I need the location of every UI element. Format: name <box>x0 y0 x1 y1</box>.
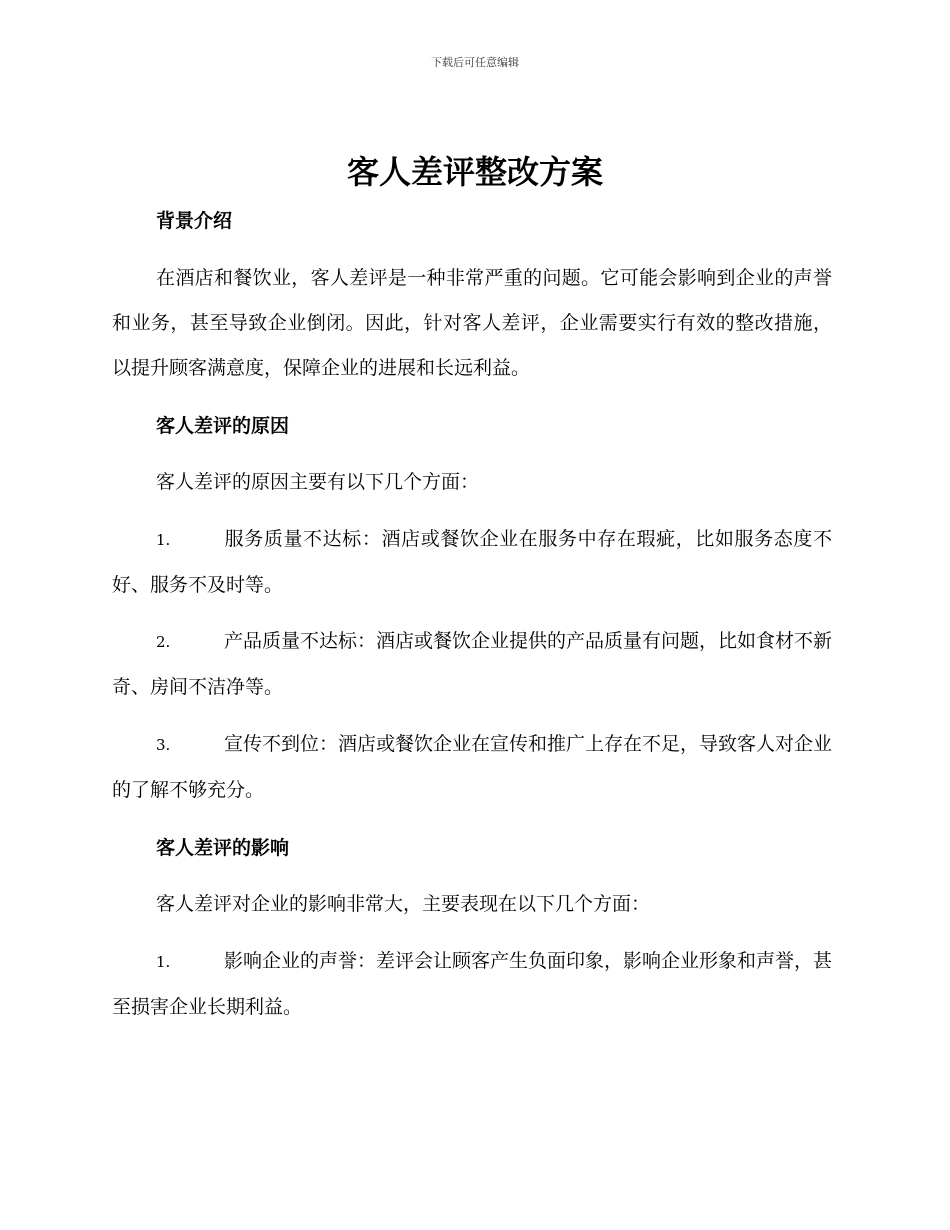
list-item-text: 服务质量不达标：酒店或餐饮企业在服务中存在瑕疵，比如服务态度不好、服务不及时等。 <box>112 528 832 596</box>
list-item-text: 影响企业的声誉：差评会让顾客产生负面印象，影响企业形象和声誉，甚至损害企业长期利益。 <box>112 950 833 1018</box>
causes-list-item-3 <box>112 722 832 813</box>
causes-list-item-1 <box>112 517 832 608</box>
page-header-note: 下载后可任意编辑 <box>431 56 519 69</box>
background-paragraph: 在酒店和餐饮业，客人差评是一种非常严重的问题。它可能会影响到企业的声誉和业务，甚至导致企业倒闭。因此，针对客人差评，企业需要实行有效的整改措施，以提升顾客满意度，保障企业的进展和长远利益。 <box>112 267 832 379</box>
section-heading-impact: 客人差评的影响 <box>156 837 290 859</box>
list-number: 2. <box>156 633 171 651</box>
list-item-text: 产品质量不达标：酒店或餐饮企业提供的产品质量有问题，比如食材不新奇、房间不洁净等。 <box>112 630 833 698</box>
list-number: 1. <box>156 531 171 549</box>
section-heading-causes: 客人差评的原因 <box>156 415 290 437</box>
impact-list-item-1 <box>112 939 832 1030</box>
list-number: 1. <box>156 953 171 971</box>
section-heading-background: 背景介绍 <box>156 210 233 232</box>
causes-list-item-2 <box>112 619 832 710</box>
document-title: 客人差评整改方案 <box>346 153 603 191</box>
causes-intro: 客人差评的原因主要有以下几个方面： <box>156 471 480 493</box>
impact-intro: 客人差评对企业的影响非常大，主要表现在以下几个方面： <box>156 893 651 915</box>
list-item-text: 宣传不到位：酒店或餐饮企业在宣传和推广上存在不足，导致客人对企业的了解不够充分。 <box>112 733 833 801</box>
list-number: 3. <box>156 736 171 754</box>
